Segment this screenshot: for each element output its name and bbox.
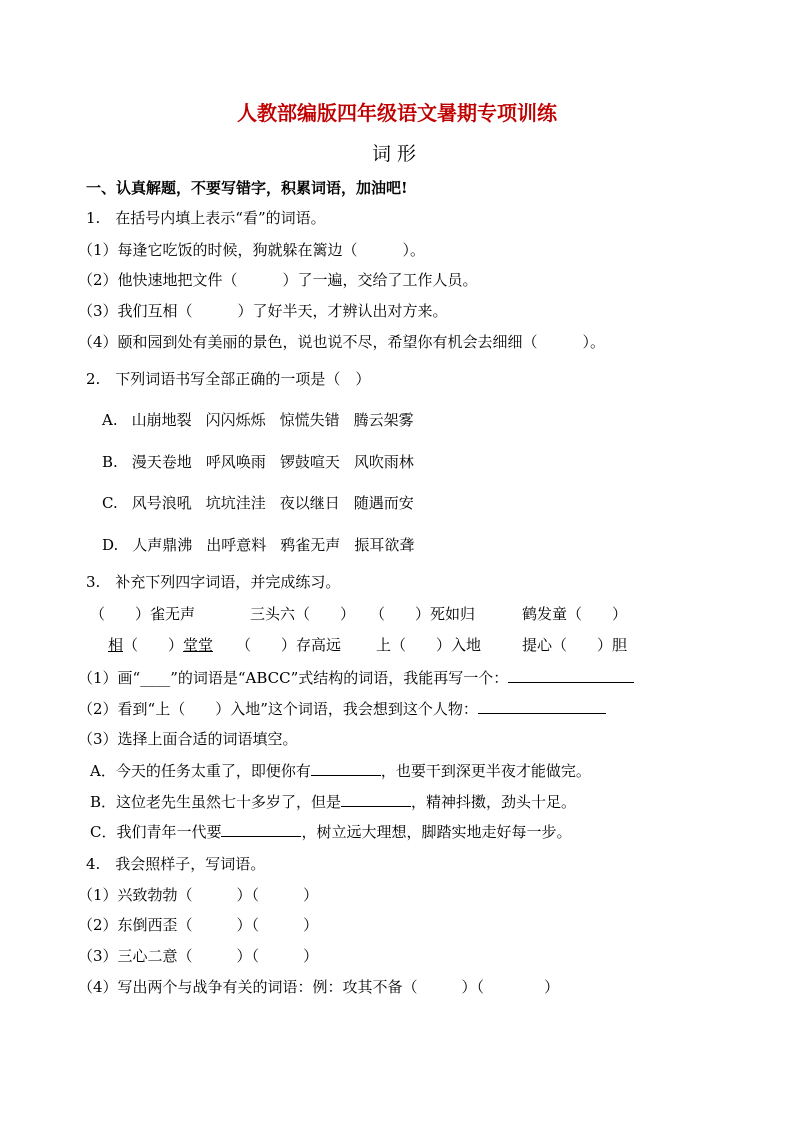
item-label: （3）三心二意（	[78, 947, 193, 965]
idiom-5	[108, 635, 213, 655]
item-label: （1）兴致勃勃（	[78, 886, 193, 904]
option-word: 风号浪吼	[131, 494, 192, 512]
idiom-4: 鹤发童（ ）	[522, 605, 628, 623]
idiom-5-tail: 堂堂	[183, 636, 214, 654]
option-word: 漫天卷地	[131, 453, 192, 471]
item-bracket: ）（	[236, 886, 260, 904]
question-2-option-d	[102, 535, 428, 555]
option-word: 呼风唤雨	[205, 453, 266, 471]
question-4-item-3	[78, 946, 318, 966]
idiom-6: （ ）存高远	[236, 636, 342, 654]
idiom-5-blank: （ ）	[123, 636, 184, 654]
question-3-sub-2	[78, 698, 606, 719]
option-word: 振耳欲聋	[354, 536, 415, 554]
idiom-1: （ ）雀无声	[90, 605, 196, 623]
sentence-text: ，树立远大理想，脚踏实地走好每一步。	[301, 823, 572, 841]
option-word: 出呼意料	[206, 536, 267, 554]
option-word: 闪闪烁烁	[205, 411, 266, 429]
question-1-item-2: （2）他快速地把文件（ ）了一遍，交给了工作人员。	[78, 271, 478, 289]
item-bracket: ）（	[461, 978, 485, 996]
question-4-stem: 4. 我会照样子，写词语。	[86, 855, 266, 873]
item-bracket: ）（	[236, 916, 260, 934]
question-2-option-b	[102, 452, 428, 472]
item-label: （2）东倒西歪（	[78, 916, 193, 934]
option-letter: D.	[102, 536, 119, 554]
section-heading: 一、认真解题，不要写错字，积累词语，加油吧!	[86, 179, 408, 197]
question-3-sub-1	[78, 667, 634, 688]
item-bracket: ）	[303, 886, 319, 904]
idiom-5-char: 相	[108, 636, 124, 654]
answer-blank[interactable]	[508, 667, 634, 683]
question-4-item-2	[78, 915, 318, 935]
answer-blank[interactable]	[341, 791, 411, 807]
idiom-8: 提心（ ）胆	[522, 636, 628, 654]
question-2-option-a	[102, 410, 428, 430]
option-word: 惊慌失错	[279, 411, 340, 429]
question-3-stem: 3. 补充下列四字词语，并完成练习。	[86, 573, 341, 591]
sentence-text: B．这位老先生虽然七十多岁了，但是	[90, 793, 342, 811]
idiom-7: 上（ ）入地	[376, 636, 482, 654]
answer-blank[interactable]	[311, 760, 381, 776]
item-bracket: ）	[303, 916, 319, 934]
question-1-item-4: （4）颐和园到处有美丽的景色，说也说不尽，希望你有机会去细细（ ）。	[78, 333, 606, 351]
idiom-3: （ ）死如归	[370, 605, 476, 623]
question-4-item-1	[78, 885, 318, 905]
sentence-text: A．今天的任务太重了，即便你有	[90, 762, 311, 780]
sentence-text: ，精神抖擞，劲头十足。	[411, 793, 577, 811]
option-word: 随遇而安	[353, 494, 414, 512]
sub-1-text: （1）画“____”的词语是“ABCC”式结构的词语，我能再写一个：	[78, 669, 509, 687]
option-word: 鸦雀无声	[280, 536, 341, 554]
sentence-text: C．我们青年一代要	[90, 823, 222, 841]
question-2-stem: 2. 下列词语书写全部正确的一项是（ ）	[86, 370, 371, 388]
option-word: 人声鼎沸	[132, 536, 193, 554]
question-4-item-4	[78, 977, 559, 997]
fill-sentence-c	[90, 821, 572, 842]
question-1-item-3: （3）我们互相（ ）了好半天，才辨认出对方来。	[78, 302, 448, 320]
option-word: 腾云架雾	[353, 411, 414, 429]
option-word: 夜以继日	[279, 494, 340, 512]
page-title: 人教部编版四年级语文暑期专项训练	[237, 101, 557, 125]
idiom-2: 三头六（ ）	[250, 605, 356, 623]
question-2-option-c	[102, 493, 428, 513]
answer-blank[interactable]	[478, 698, 606, 714]
sub-2-text: （2）看到“上（ ）入地”这个词语，我会想到这个人物：	[78, 700, 478, 718]
option-word: 锣鼓喧天	[279, 453, 340, 471]
item-label: （4）写出两个与战争有关的词语：例：攻其不备（	[78, 978, 418, 996]
question-1-item-1: （1）每逢它吃饭的时候，狗就躲在篱边（ ）。	[78, 241, 426, 259]
answer-blank[interactable]	[221, 821, 301, 837]
item-bracket: ）	[303, 947, 319, 965]
page-subtitle: 词形	[371, 143, 422, 165]
option-letter: C.	[102, 494, 118, 512]
fill-sentence-b	[90, 791, 576, 812]
sentence-text: ，也要干到深更半夜才能做完。	[380, 762, 591, 780]
option-word: 风吹雨林	[353, 453, 414, 471]
option-letter: B.	[102, 453, 118, 471]
question-1-stem: 1. 在括号内填上表示“看”的词语。	[86, 209, 326, 227]
option-word: 山崩地裂	[131, 411, 192, 429]
option-letter: A.	[102, 411, 118, 429]
item-bracket: ）	[544, 978, 560, 996]
option-word: 坑坑洼洼	[205, 494, 266, 512]
fill-sentence-a	[90, 760, 591, 781]
item-bracket: ）（	[236, 947, 260, 965]
question-3-sub-3: （3）选择上面合适的词语填空。	[78, 730, 298, 748]
